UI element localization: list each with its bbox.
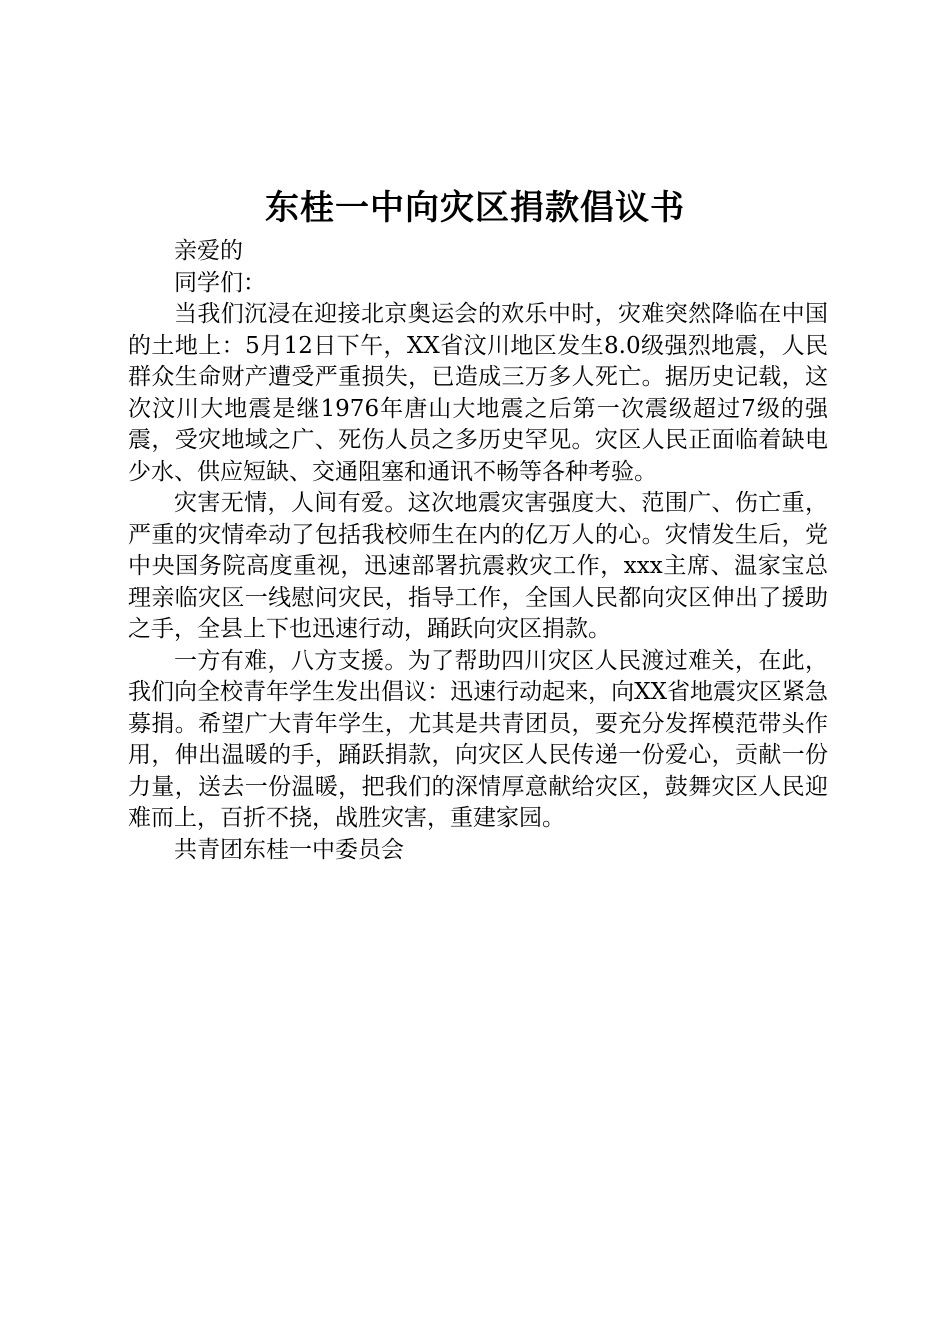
salutation-line-1: 亲爱的 <box>174 238 243 264</box>
document-body <box>128 236 828 866</box>
paragraph-3: 一方有难，八方支援。为了帮助四川灾区人民渡过难关，在此，我们向全校青年学生发出倡议：迅速行动起来，向XX省地震灾区紧急募捐。希望广大青年学生，尤其是共青团员，要充分发挥模范带头作用，伸出温暖的手，踊跃捐款，向灾区人民传递一份爱心，贡献一份力量，送去一份温暖，把我们的深情厚意献给灾区，鼓舞灾区人民迎难而上，百折不挠，战胜灾害，重建家园。 <box>128 647 828 831</box>
signature-line: 共青团东桂一中委员会 <box>174 836 404 863</box>
document-title: 东桂一中向灾区捐款倡议书 <box>265 188 685 228</box>
salutation-line-2: 同学们： <box>174 269 266 296</box>
paragraph-1: 当我们沉浸在迎接北京奥运会的欢乐中时，灾难突然降临在中国的土地上：5月12日下午，XX省汶川地区发生8.0级强烈地震，人民群众生命财产遭受严重损失，已造成三万多人死亡。据历史记载，这次汶川大地震是继1976年唐山大地震之后第一次震级超过7级的强震，受灾地域之广、死伤人员之多历史罕见。灾区人民正面临着缺电少水、供应短缺、交通阻塞和通讯不畅等各种考验。 <box>128 301 828 485</box>
paragraph-2: 灾害无情，人间有爱。这次地震灾害强度大、范围广、伤亡重，严重的灾情牵动了包括我校师生在内的亿万人的心。灾情发生后，党中央国务院高度重视，迅速部署抗震救灾工作，xxx主席、温家宝总理亲临灾区一线慰问灾民，指导工作，全国人民都向灾区伸出了援助之手，全县上下也迅速行动，踊跃向灾区捐款。 <box>128 490 828 642</box>
